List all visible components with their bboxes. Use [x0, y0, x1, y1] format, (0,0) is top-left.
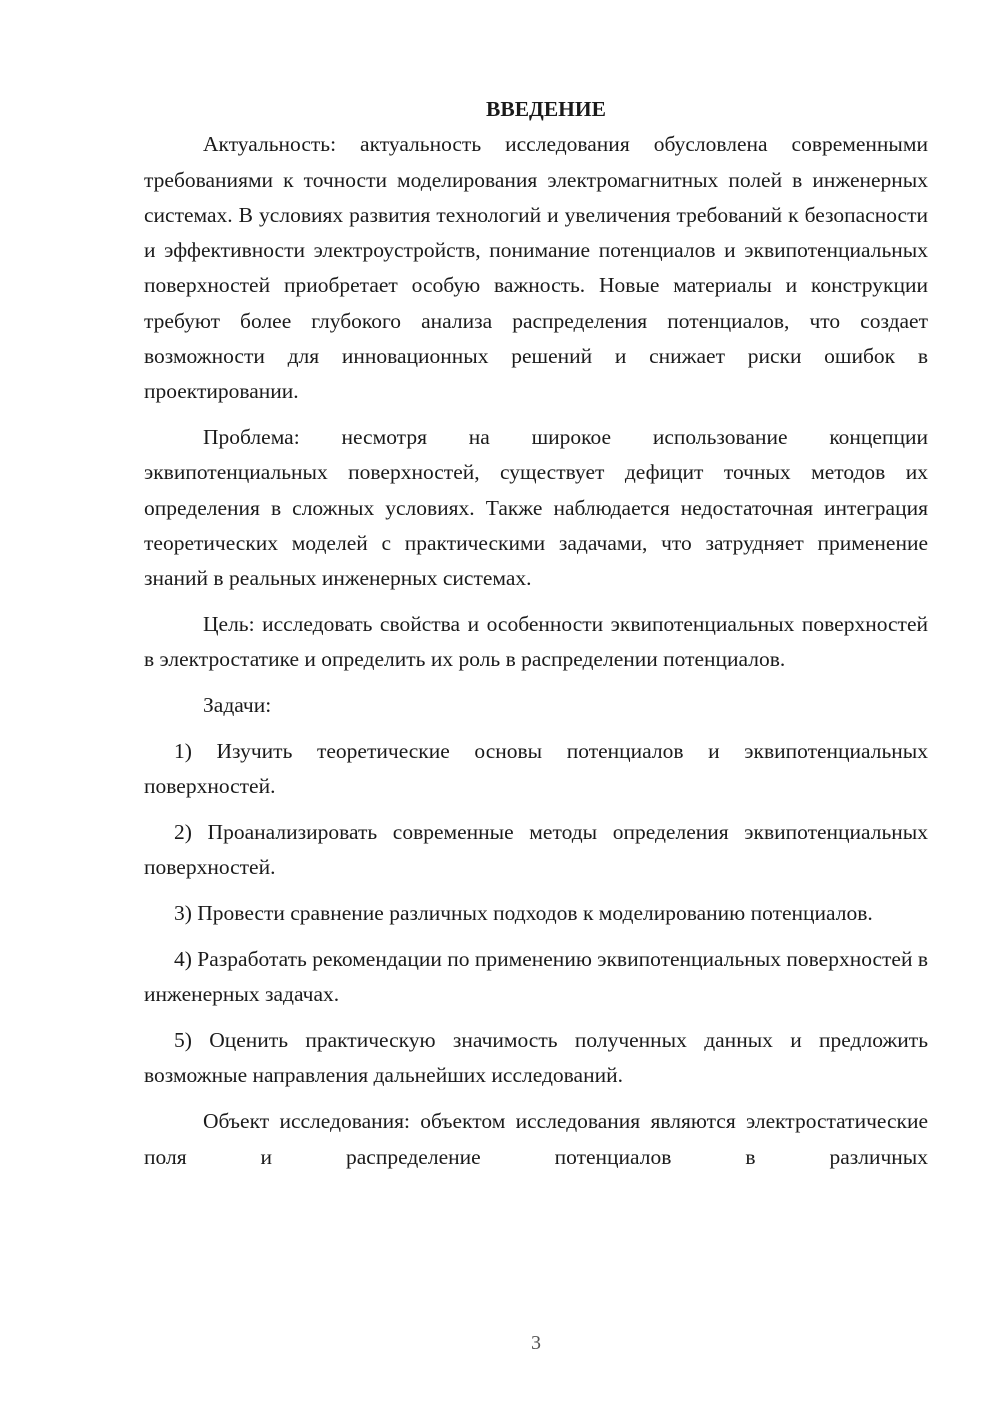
problem-paragraph: Проблема: несмотря на широкое использование концепции эквипотенциальных поверхностей, существует дефицит точных методов их определения в сложных условиях. Также наблюдается недостаточная интеграция теоретических моделей с практическими задачами, что затрудняет применение знаний в реальных инженерных системах. [144, 425, 928, 591]
document-page [144, 92, 928, 1185]
task-item: 3) Провести сравнение различных подходов к моделированию потенциалов. [174, 901, 873, 926]
task-item: 2) Проанализировать современные методы определения эквипотенциальных поверхностей. [144, 820, 928, 880]
task-item: 4) Разработать рекомендации по применению эквипотенциальных поверхностей в инженерных задачах. [144, 947, 928, 1007]
goal-paragraph: Цель: исследовать свойства и особенности эквипотенциальных поверхностей в электростатике и определить их роль в распределении потенциалов. [144, 612, 928, 672]
page-number: 3 [531, 1332, 541, 1354]
task-item: 1) Изучить теоретические основы потенциалов и эквипотенциальных поверхностей. [144, 739, 928, 799]
tasks-heading: Задачи: [203, 693, 272, 718]
section-title: ВВЕДЕНИЕ [486, 97, 606, 121]
object-paragraph: Объект исследования: объектом исследования являются электростатические поля и распределение потенциалов в различных [144, 1109, 928, 1169]
task-item: 5) Оценить практическую значимость полученных данных и предложить возможные направления дальнейших исследований. [144, 1028, 928, 1088]
relevance-paragraph: Актуальность: актуальность исследования обусловлена современными требованиями к точности моделирования электромагнитных полей в инженерных системах. В условиях развития технологий и увеличения требований к безопасности и эффективности электроустройств, понимание потенциалов и эквипотенциальных поверхностей приобретает особую важность. Новые материалы и конструкции требуют более глубокого анализа распределения потенциалов, что создает возможности для инновационных решений и снижает риски ошибок в проектировании. [144, 132, 928, 404]
